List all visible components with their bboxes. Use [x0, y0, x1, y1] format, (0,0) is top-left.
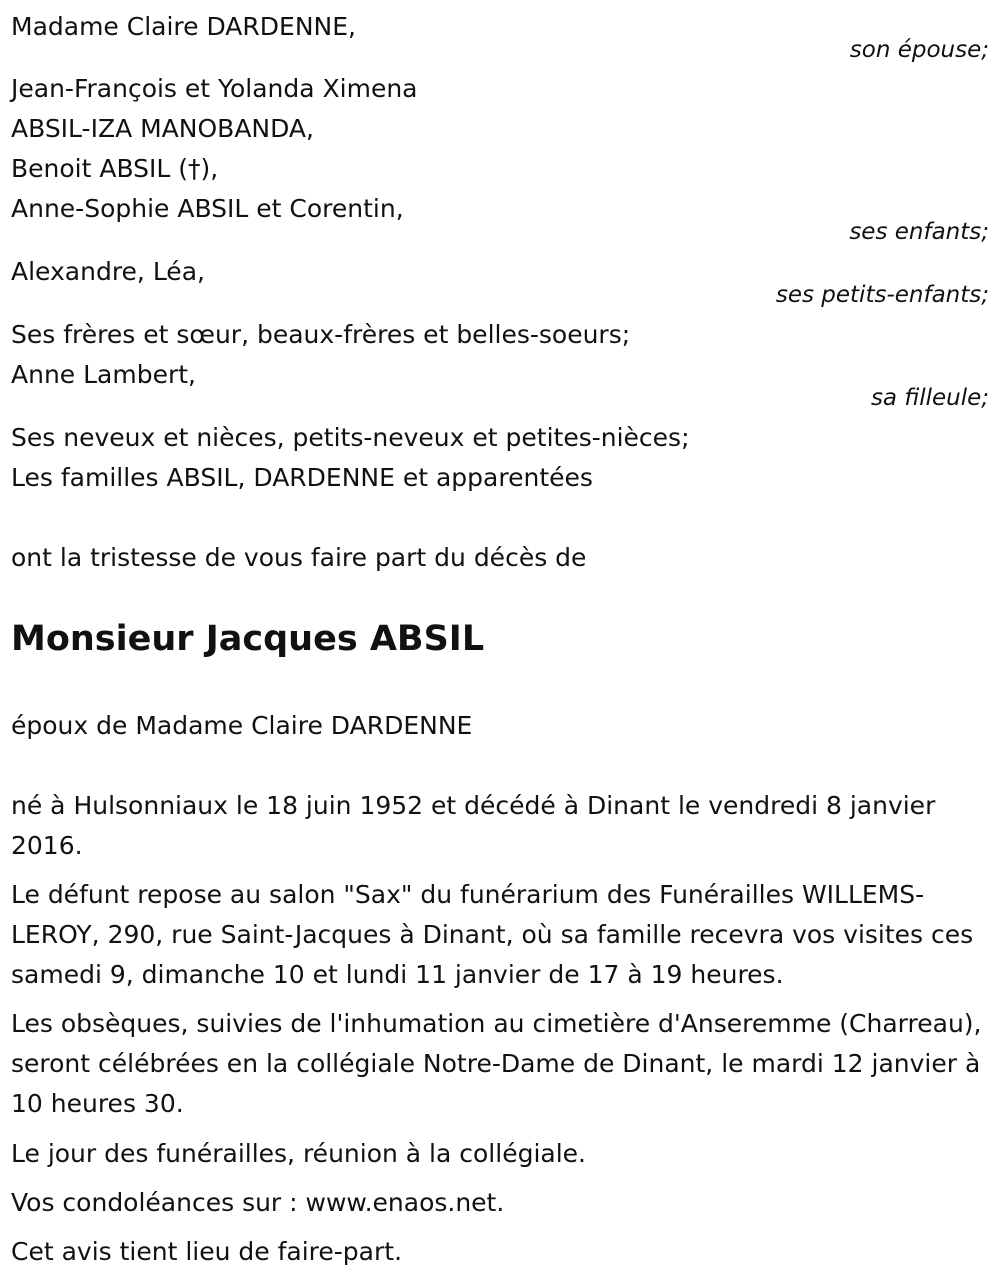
notice-paragraph: Cet avis tient lieu de faire-part. — [11, 1237, 403, 1266]
nephews-line: Ses neveux et nièces, petits-neveux et petites-nièces; — [11, 423, 690, 452]
siblings-line: Ses frères et sœur, beaux-frères et belles-soeurs; — [11, 320, 631, 349]
grandchildren-line: Alexandre, Léa, — [11, 257, 205, 286]
viewing-paragraph: Le défunt repose au salon "Sax" du funérarium des Funérailles WILLEMS-LEROY, 290, rue Saint-Jacques à Dinant, où sa famille recevra vos visites ces samedi 9, dimanche 10 et lundi 11 janvier de 17 à 19 heures. — [11, 880, 974, 989]
announcement-line: ont la tristesse de vous faire part du décès de — [11, 543, 587, 572]
deceased-name: Monsieur Jacques ABSIL — [11, 619, 485, 659]
birth-death-paragraph: né à Hulsonniaux le 18 juin 1952 et décédé à Dinant le vendredi 8 janvier 2016. — [11, 791, 936, 860]
spouse-line: époux de Madame Claire DARDENNE — [11, 711, 473, 740]
families-line: Les familles ABSIL, DARDENNE et apparentées — [11, 463, 593, 492]
children-line-2: ABSIL-IZA MANOBANDA, — [11, 114, 314, 143]
grandchildren-relation: ses petits-enfants; — [775, 282, 989, 308]
meeting-paragraph: Le jour des funérailles, réunion à la collégiale. — [11, 1139, 586, 1168]
funeral-paragraph: Les obsèques, suivies de l'inhumation au cimetière d'Anseremme (Charreau), seront célébrées en la collégiale Notre-Dame de Dinant, le mardi 12 janvier à 10 heures 30. — [11, 1009, 982, 1118]
children-line-1: Jean-François et Yolanda Ximena — [11, 74, 418, 103]
wife-relation: son épouse; — [849, 37, 989, 63]
children-line-3: Benoit ABSIL (†), — [11, 154, 219, 183]
goddaughter-relation: sa filleule; — [870, 385, 989, 411]
wife-line: Madame Claire DARDENNE, — [11, 12, 356, 41]
condolences-paragraph: Vos condoléances sur : www.enaos.net. — [11, 1188, 505, 1217]
children-line-4: Anne-Sophie ABSIL et Corentin, — [11, 194, 404, 223]
goddaughter-line: Anne Lambert, — [11, 360, 196, 389]
children-relation: ses enfants; — [849, 219, 989, 245]
